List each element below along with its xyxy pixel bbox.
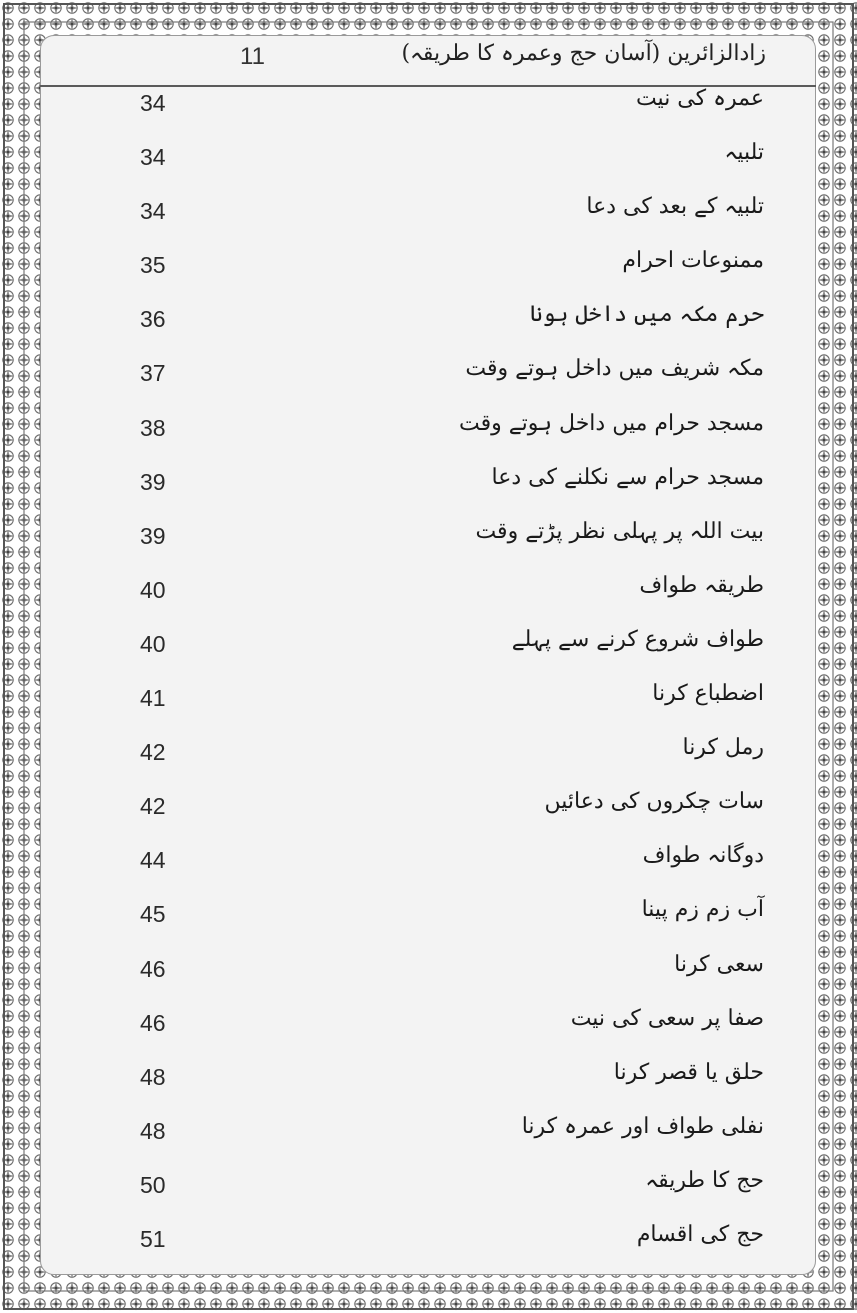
toc-row <box>40 188 816 242</box>
toc-row <box>40 513 816 567</box>
toc-entry-title: عمرہ کی نیت <box>635 86 764 111</box>
toc-entry-title: حج کا طریقہ <box>645 1167 764 1193</box>
toc-page-number: 40 <box>140 576 166 603</box>
toc-row <box>40 946 816 1000</box>
toc-entry-title: طواف شروع کرنے سے پہلے <box>511 626 764 652</box>
toc-page-number: 39 <box>140 468 166 495</box>
toc-row <box>40 567 816 621</box>
toc-row <box>40 1216 816 1270</box>
toc-row <box>40 1108 816 1162</box>
toc-page-number: 36 <box>140 306 166 333</box>
toc-row <box>40 242 816 296</box>
toc-entry-title: طریقہ طواف <box>639 572 764 598</box>
toc-row <box>40 1162 816 1216</box>
toc-entry-title: آب زم زم پینا <box>641 897 764 923</box>
toc-page-number: 34 <box>140 198 166 225</box>
toc-page-number: 40 <box>140 630 166 657</box>
toc-row <box>40 675 816 729</box>
toc-page-number: 35 <box>140 252 166 279</box>
toc-entry-title: بیت اللہ پر پہلی نظر پڑتے وقت <box>475 518 764 544</box>
toc-row <box>40 134 816 188</box>
toc-row <box>40 837 816 891</box>
toc-row <box>40 729 816 783</box>
toc-entry-title: مسجد حرام سے نکلنے کی دعا <box>491 464 764 490</box>
toc-row <box>40 891 816 945</box>
toc-row <box>40 350 816 404</box>
toc-page-number: 48 <box>140 1117 166 1144</box>
toc-entry-title: صفا پر سعی کی نیت <box>570 1005 764 1031</box>
toc-entry-title: دوگانہ طواف <box>642 843 764 869</box>
toc-page-number: 50 <box>140 1171 166 1198</box>
toc-page-number: 42 <box>140 793 166 820</box>
toc-entry-title: رمل کرنا <box>682 735 764 761</box>
toc-entry-title: سعی کرنا <box>674 951 764 977</box>
toc-page-number: 44 <box>140 847 166 874</box>
toc-page-number: 51 <box>140 1225 166 1252</box>
toc-row <box>40 1054 816 1108</box>
toc-page-number: 34 <box>140 90 166 116</box>
toc-entry-title: مکہ شریف میں داخل ہوتے وقت <box>465 356 764 382</box>
toc-entry-title: تلبیہ کے بعد کی دعا <box>586 194 764 220</box>
table-of-contents <box>40 80 816 1270</box>
toc-row <box>40 459 816 513</box>
toc-page-number: 45 <box>140 901 166 928</box>
toc-page-number: 48 <box>140 1063 166 1090</box>
toc-entry-title: اضطباع کرنا <box>652 681 764 707</box>
toc-entry-title: حرم مکہ میں داخل ہونا <box>529 302 764 328</box>
toc-row <box>40 783 816 837</box>
toc-entry-title: حلق یا قصر کرنا <box>613 1059 764 1085</box>
toc-entry-title: سات چکروں کی دعائیں <box>544 789 764 815</box>
toc-page-number: 46 <box>140 1009 166 1036</box>
toc-entry-title: ممنوعات احرام <box>622 248 764 274</box>
toc-page-number: 41 <box>140 685 166 712</box>
toc-page-number: 34 <box>140 144 166 171</box>
toc-row <box>40 405 816 459</box>
toc-page-number: 46 <box>140 955 166 982</box>
toc-row <box>40 80 816 134</box>
page-number: 11 <box>240 43 265 70</box>
toc-page-number: 37 <box>140 360 166 387</box>
running-title: زادالزائرین (آسان حج وعمرہ کا طریقہ) <box>401 41 766 66</box>
toc-row <box>40 296 816 350</box>
toc-entry-title: نفلی طواف اور عمرہ کرنا <box>521 1113 764 1139</box>
toc-page-number: 38 <box>140 414 166 441</box>
toc-row <box>40 1000 816 1054</box>
toc-page-number: 39 <box>140 522 166 549</box>
toc-page-number: 42 <box>140 739 166 766</box>
toc-row <box>40 621 816 675</box>
toc-entry-title: تلبیہ <box>724 140 764 166</box>
toc-entry-title: حج کی اقسام <box>636 1221 764 1247</box>
toc-entry-title: مسجد حرام میں داخل ہوتے وقت <box>459 410 764 436</box>
